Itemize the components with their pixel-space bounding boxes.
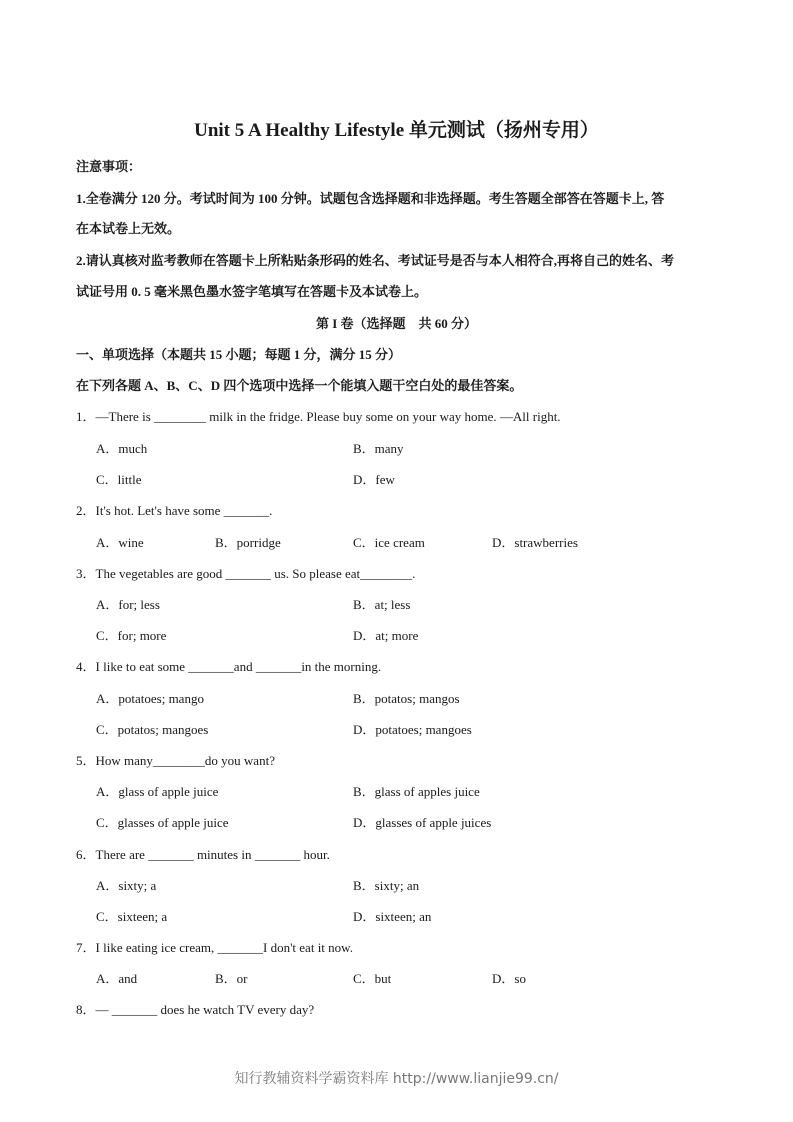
page-title: Unit 5 A Healthy Lifestyle 单元测试（扬州专用） <box>194 120 599 141</box>
option-b: B．or <box>215 971 248 986</box>
question-text: I like to eat some _______and _______in the morning. <box>95 659 382 674</box>
notice-item-2-line-1: 2.请认真核对监考教师在答题卡上所粘贴条形码的姓名、考试证号是否与本人相符合,再将自己的姓名、考 <box>76 253 675 268</box>
option-d: D．glasses of apple juices <box>353 815 492 830</box>
question-6 <box>76 846 330 864</box>
option-c: C．but <box>353 971 392 986</box>
option-c: C．glasses of apple juice <box>96 815 229 830</box>
option-a: A．much <box>96 441 148 456</box>
question-5 <box>76 752 275 770</box>
option-c: C．for; more <box>96 628 167 643</box>
option-a: A．wine <box>96 535 144 550</box>
question-text: — _______ does he watch TV every day? <box>95 1002 315 1017</box>
question-number: 6． <box>76 847 96 862</box>
option-a: A．glass of apple juice <box>96 784 219 799</box>
notice-item-1-line-2: 在本试卷上无效。 <box>76 221 181 236</box>
question-3 <box>76 565 415 583</box>
option-a: A．sixty; a <box>96 878 157 893</box>
question-number: 3． <box>76 566 96 581</box>
option-b: B．glass of apples juice <box>353 784 480 799</box>
option-c: C．sixteen; a <box>96 909 168 924</box>
notice-heading: 注意事项： <box>76 159 142 174</box>
part-1-instruction: 在下列各题 A、B、C、D 四个选项中选择一个能填入题干空白处的最佳答案。 <box>76 378 523 393</box>
question-number: 2． <box>76 503 96 518</box>
question-1 <box>76 408 561 426</box>
option-d: D．so <box>492 971 526 986</box>
notice-item-2-line-2: 试证号用 0. 5 毫米黑色墨水签字笔填写在答题卡及本试卷上。 <box>76 284 428 299</box>
question-8 <box>76 1001 314 1019</box>
question-text: —There is ________ milk in the fridge. Please buy some on your way home. —All right. <box>95 409 561 424</box>
option-c: C．potatos; mangoes <box>96 722 209 737</box>
option-d: D．at; more <box>353 628 419 643</box>
section-title: 第 I 卷（选择题 共 60 分） <box>315 316 478 331</box>
question-4 <box>76 658 381 676</box>
option-d: D．strawberries <box>492 535 578 550</box>
option-b: B．at; less <box>353 597 411 612</box>
option-b: B．many <box>353 441 404 456</box>
option-d: D．few <box>353 472 395 487</box>
question-number: 8． <box>76 1002 96 1017</box>
question-text: The vegetables are good _______ us. So please eat________. <box>95 566 416 581</box>
question-number: 7． <box>76 940 96 955</box>
part-1-title: 一、单项选择（本题共 15 小题；每题 1 分，满分 15 分） <box>76 347 402 362</box>
option-a: A．and <box>96 971 138 986</box>
option-a: A．potatoes; mango <box>96 691 204 706</box>
question-text: How many________do you want? <box>95 753 275 768</box>
option-c: C．ice cream <box>353 535 425 550</box>
question-text: It's hot. Let's have some _______. <box>95 503 273 518</box>
option-d: D．sixteen; an <box>353 909 432 924</box>
option-b: B．porridge <box>215 535 281 550</box>
question-2 <box>76 502 272 520</box>
question-number: 5． <box>76 753 96 768</box>
question-number: 4． <box>76 659 96 674</box>
option-c: C．little <box>96 472 142 487</box>
question-text: There are _______ minutes in _______ hour. <box>95 847 330 862</box>
notice-item-1-line-1: 1.全卷满分 120 分。考试时间为 100 分钟。试题包含选择题和非选择题。考生答题全部答在答题卡上, 答 <box>76 191 665 206</box>
footer-watermark: 知行教辅资料学霸资料库 http://www.lianjie99.cn/ <box>234 1071 559 1087</box>
question-7 <box>76 939 353 957</box>
question-number: 1． <box>76 409 96 424</box>
option-b: B．potatos; mangos <box>353 691 460 706</box>
option-b: B．sixty; an <box>353 878 420 893</box>
question-text: I like eating ice cream, _______I don't eat it now. <box>95 940 353 955</box>
option-a: A．for; less <box>96 597 160 612</box>
option-d: D．potatoes; mangoes <box>353 722 472 737</box>
